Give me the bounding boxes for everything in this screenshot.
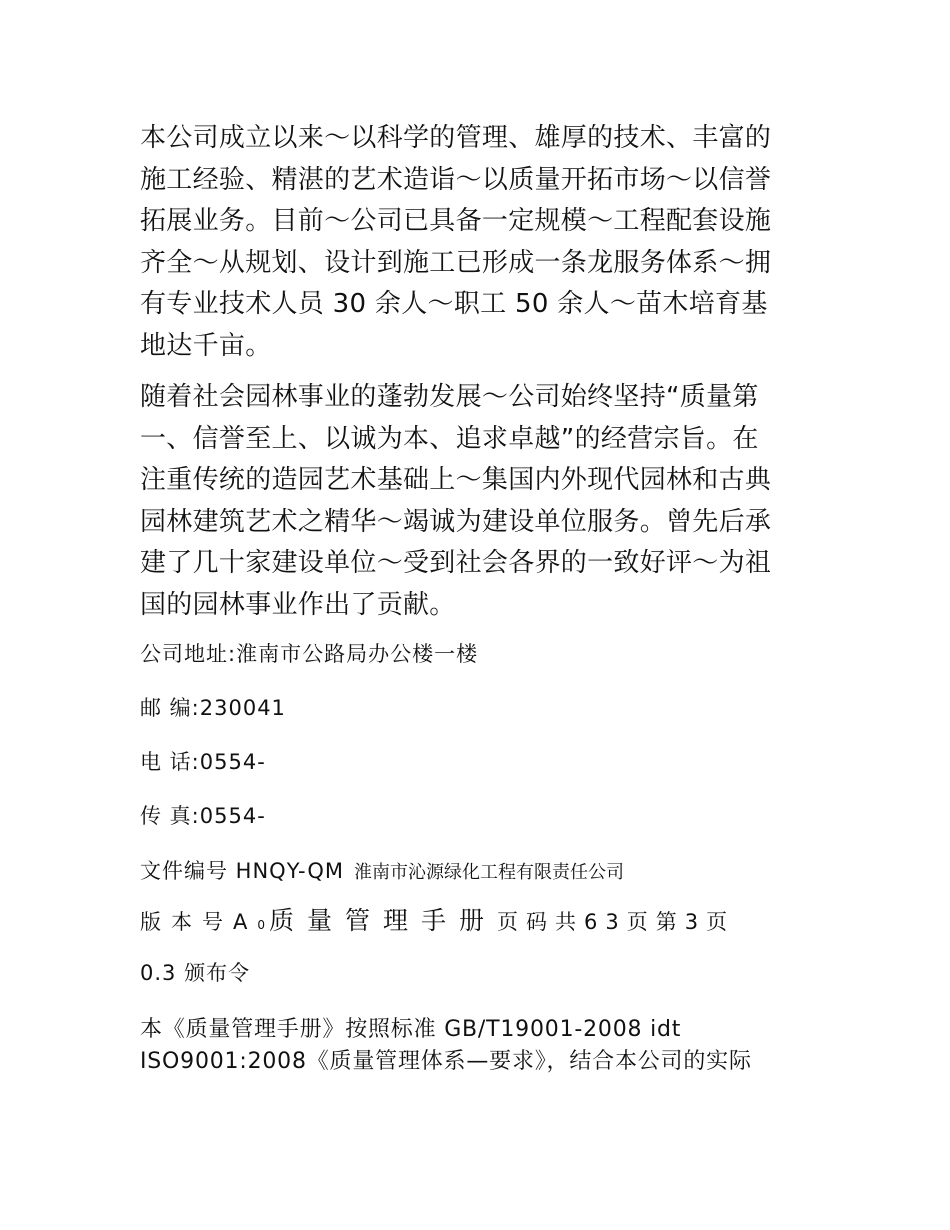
company-fax: 传 真:0554- (140, 804, 266, 828)
company-philosophy-paragraph (140, 377, 820, 626)
paragraph-line: 建了几十家建设单位～受到社会各界的一致好评～为祖 (140, 548, 772, 578)
paragraph-line: 园林建筑艺术之精华～竭诚为建设单位服务。曾先后承 (140, 506, 772, 537)
paragraph-line: ISO9001:2008《质量管理体系—要求》，结合本公司的实际 (140, 1049, 752, 1074)
paragraph-line: 拓展业务。目前～公司已具备一定规模～工程配套设施 (140, 206, 772, 236)
document-number: 文件编号 HNQY-QM (140, 859, 345, 883)
version-number: 0 (257, 918, 266, 932)
paragraph-line: 本公司成立以来～以科学的管理、雄厚的技术、丰富的 (140, 123, 772, 153)
company-phone: 电 话:0554- (140, 750, 266, 774)
document-page (140, 118, 820, 1078)
decree-paragraph (140, 1014, 820, 1078)
paragraph-line: 随着社会园林事业的蓬勃发展～公司始终坚持“质量第 (140, 382, 759, 412)
manual-title: 质量管理手册 (269, 906, 498, 935)
company-address: 公司地址:淮南市公路局办公楼一楼 (140, 642, 479, 666)
paragraph-line: 地达千亩。 (140, 330, 272, 361)
paragraph-line: 齐全～从规划、设计到施工已形成一条龙服务体系～拥 (140, 247, 772, 278)
paragraph-line: 国的园林事业作出了贡献。 (140, 589, 456, 620)
document-company-name: 淮南市沁源绿化工程有限责任公司 (354, 862, 625, 883)
version-line (140, 904, 820, 942)
paragraph-line: 注重传统的造园艺术基础上～集国内外现代园林和古典 (140, 465, 772, 495)
paragraph-line: 施工经验、精湛的艺术造诣～以质量开拓市场～以信誉 (140, 164, 772, 195)
page-info: 页码共63页第3页 (497, 910, 736, 934)
section-heading: 0.3 颁布令 (140, 961, 251, 985)
company-postcode: 邮 编:230041 (140, 696, 286, 720)
paragraph-line: 一、信誉至上、以诚为本、追求卓越”的经营宗旨。在 (140, 423, 759, 454)
paragraph-line: 有专业技术人员 30 余人～职工 50 余人～苗木培育基 (140, 289, 768, 319)
company-intro-paragraph (140, 118, 820, 367)
version-label: 版本号A (140, 910, 258, 934)
document-header-line (140, 856, 820, 888)
paragraph-line: 本《质量管理手册》按照标准 GB/T19001-2008 idt (140, 1017, 682, 1042)
